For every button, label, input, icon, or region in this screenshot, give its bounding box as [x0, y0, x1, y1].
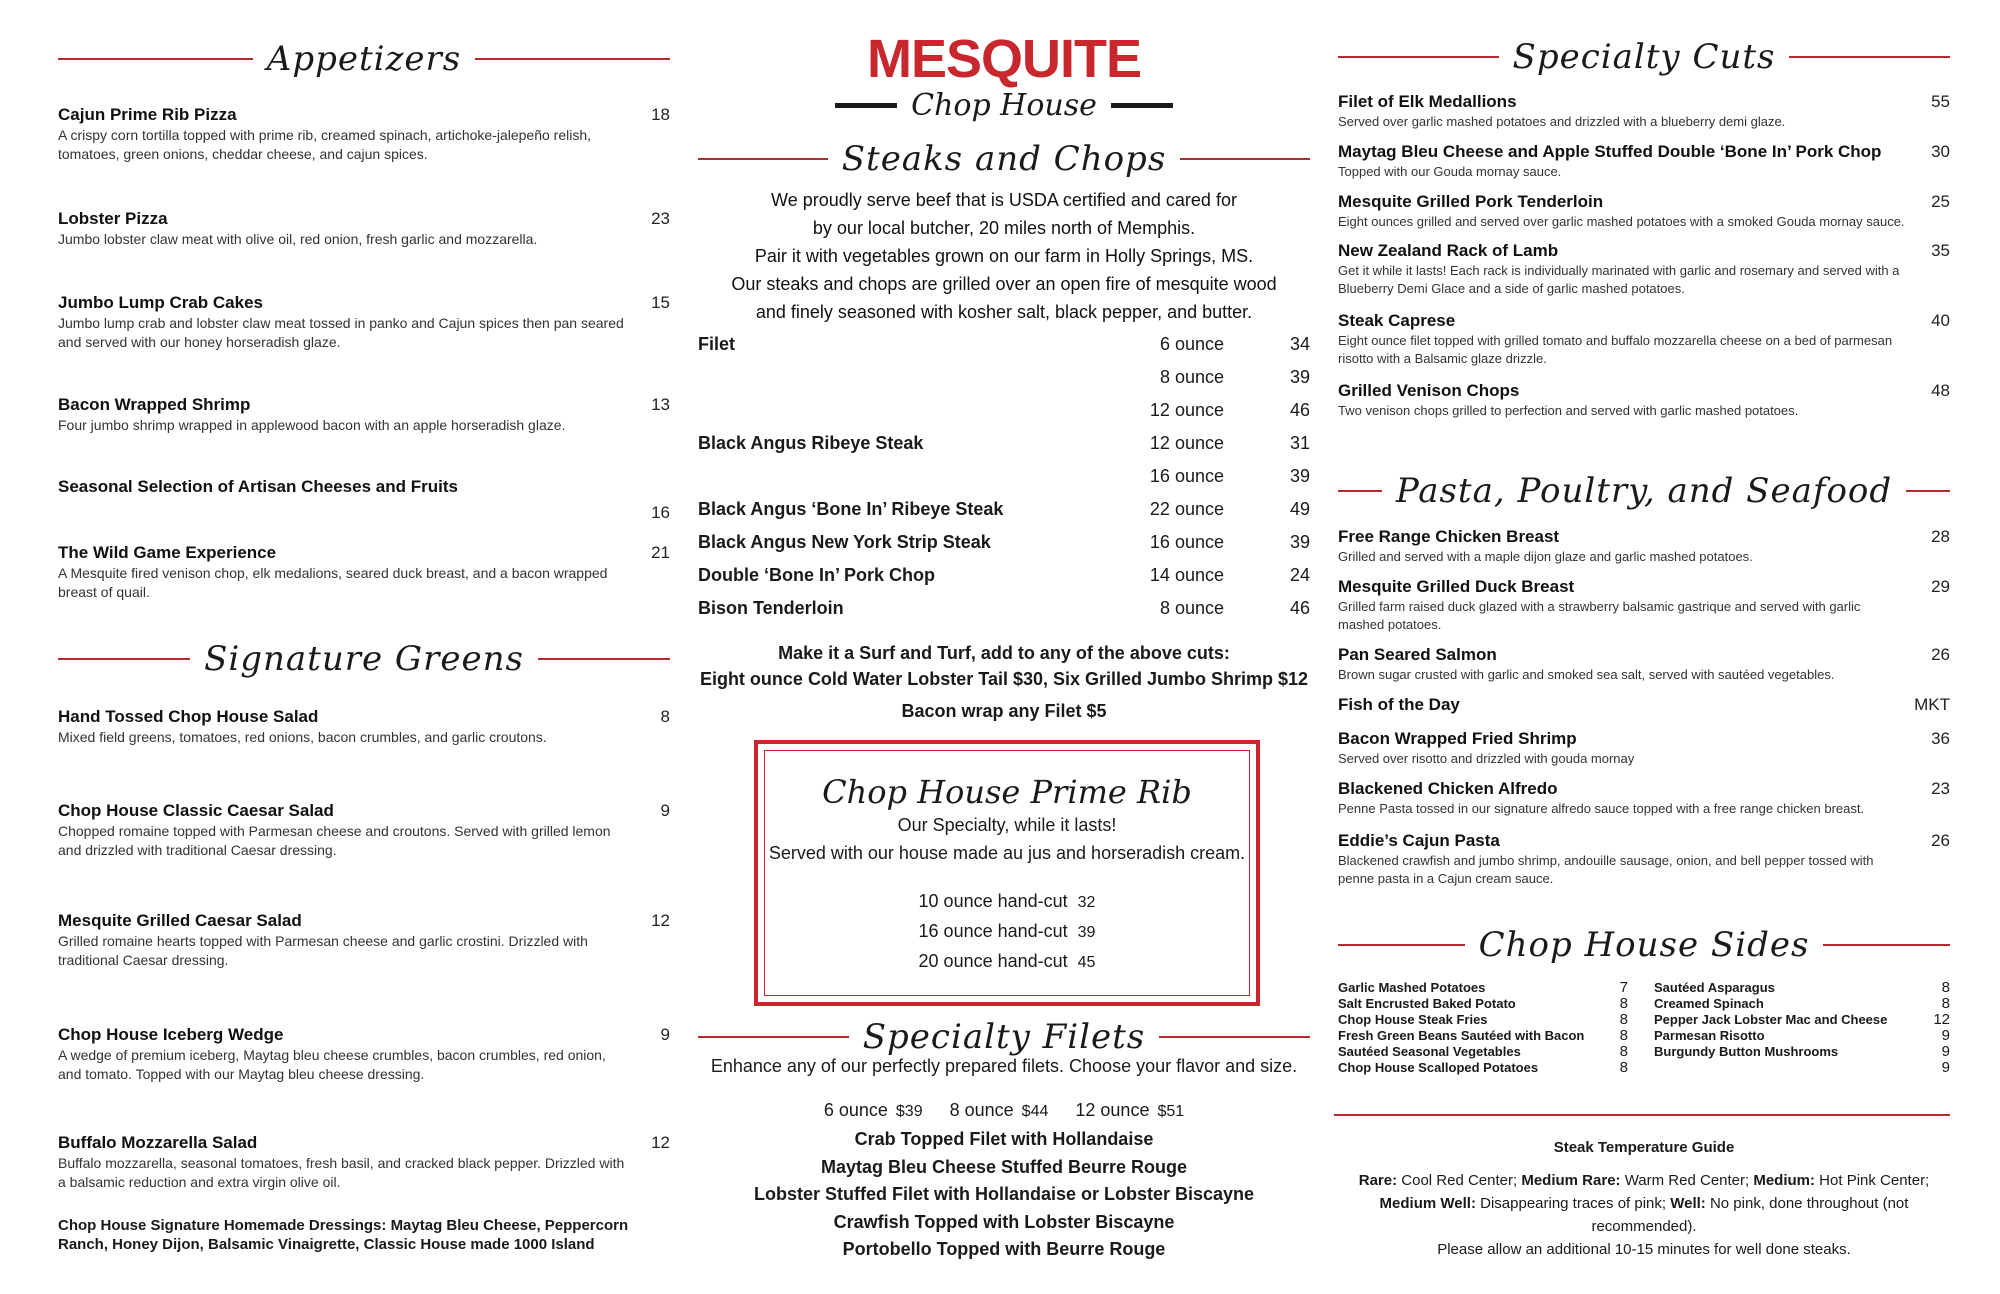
side-item: Fresh Green Beans Sautéed with Bacon 8 [1338, 1027, 1628, 1044]
filet-option: Lobster Stuffed Filet with Hollandaise or Lobster Biscayne [753, 1184, 1255, 1204]
sides-header [1338, 922, 1950, 968]
filet-sizes [698, 1100, 1310, 1121]
item-price: 21 [651, 543, 670, 562]
temp-line: Rare: Cool Red Center; Medium Rare: Warm Red Center; Medium: Hot Pink Center; [1358, 1172, 1930, 1189]
item-price: 55 [1931, 92, 1950, 111]
intro-line: by our local butcher, 20 miles north of Memphis. [812, 218, 1196, 238]
steak-row [698, 466, 1310, 496]
item-price: 8 [660, 707, 670, 726]
cuts-title: Specialty Cuts [1512, 37, 1776, 77]
logo [698, 30, 1310, 123]
item-price: 36 [1931, 729, 1950, 748]
item-name: Bacon Wrapped Fried Shrimp [1338, 729, 1577, 748]
steak-row [698, 400, 1310, 430]
menu-item [1338, 240, 1950, 298]
item-name: Steak Caprese [1338, 311, 1456, 330]
steak-price: 39 [1289, 532, 1310, 552]
filet-price: $44 [1021, 1103, 1049, 1120]
item-desc: A Mesquite fired venison chop, elk medalions, seared duck breast, and a bacon wrapped breast of quail. [58, 565, 608, 600]
item-desc: Served over risotto and drizzled with gouda mornay [1338, 751, 1635, 766]
item-name: Filet of Elk Medallions [1338, 92, 1517, 111]
steak-row [698, 367, 1310, 397]
item-desc: A crispy corn tortilla topped with prime rib, creamed spinach, artichoke-jalepeño relish, tomatoes, green onions, cheddar cheese, and cajun spices. [58, 127, 592, 162]
side-item: Pepper Jack Lobster Mac and Cheese 12 [1654, 1011, 1950, 1028]
sides-left [1338, 980, 1628, 1076]
prime-cut: 10 ounce hand-cut 32 [918, 891, 1096, 911]
prime-cut: 16 ounce hand-cut 39 [918, 921, 1096, 941]
item-name: Lobster Pizza [58, 209, 168, 228]
filets-title: Specialty Filets [862, 1017, 1146, 1057]
item-price: MKT [1914, 695, 1950, 714]
pasta-title: Pasta, Poultry, and Seafood [1395, 471, 1893, 511]
greens-header [58, 636, 670, 682]
side-item: Creamed Spinach 8 [1654, 995, 1950, 1012]
steak-name: Bison Tenderloin [698, 598, 844, 618]
item-price: 13 [651, 395, 670, 414]
item-desc: Topped with our Gouda mornay sauce. [1338, 164, 1562, 179]
steak-name: Filet [698, 334, 736, 354]
divider [475, 58, 670, 60]
item-name: Seasonal Selection of Artisan Cheeses and Fruits [58, 477, 458, 496]
temp-line: Medium Well: Disappearing traces of pink; Well: No pink, done throughout (not recommended). [1379, 1195, 1909, 1235]
prime-rib-line: Our Specialty, while it lasts! [897, 815, 1117, 835]
logo-sub [698, 88, 1310, 123]
filet-option: Portobello Topped with Beurre Rouge [842, 1239, 1166, 1259]
menu-item [1338, 778, 1950, 818]
intro-line: and finely seasoned with kosher salt, black pepper, and butter. [755, 302, 1253, 322]
item-name: Fish of the Day [1338, 695, 1460, 714]
side-item: 9 [1941, 1059, 1950, 1076]
item-name: Chop House Iceberg Wedge [58, 1025, 284, 1044]
temp-title: Steak Temperature Guide [1553, 1139, 1735, 1156]
side-item: Sautéed Seasonal Vegetables 8 [1338, 1043, 1628, 1060]
steak-size: 16 ounce [1149, 466, 1224, 486]
menu-item [58, 394, 670, 435]
steak-row [698, 334, 1310, 364]
item-price: 23 [1931, 779, 1950, 798]
steak-row [698, 499, 1310, 529]
side-item: Salt Encrusted Baked Potato 8 [1338, 995, 1628, 1012]
filet-options [698, 1126, 1310, 1264]
bacon-wrap: Bacon wrap any Filet $5 [901, 701, 1107, 721]
intro-line: Pair it with vegetables grown on our farm in Holly Springs, MS. [754, 246, 1254, 266]
menu-item [58, 1024, 670, 1084]
menu-item [1338, 830, 1950, 888]
steak-row [698, 433, 1310, 463]
steak-name: Black Angus New York Strip Steak [698, 532, 991, 552]
divider [58, 658, 190, 660]
divider [698, 1036, 849, 1038]
menu-item [58, 104, 670, 164]
steak-row [698, 565, 1310, 595]
item-price: 18 [651, 105, 670, 124]
menu-item [1338, 91, 1950, 131]
divider [538, 658, 670, 660]
menu-item [1338, 728, 1950, 768]
steak-size: 12 ounce [1149, 400, 1224, 420]
item-name: Blackened Chicken Alfredo [1338, 779, 1558, 798]
filet-size: 6 ounce [823, 1100, 888, 1120]
steak-price: 39 [1289, 367, 1310, 387]
steak-name: Black Angus ‘Bone In’ Ribeye Steak [698, 499, 1004, 519]
menu-item [1338, 380, 1950, 420]
item-name: Jumbo Lump Crab Cakes [58, 293, 263, 312]
item-name: Bacon Wrapped Shrimp [58, 395, 251, 414]
item-desc: Two venison chops grilled to perfection and served with garlic mashed potatoes. [1338, 403, 1799, 418]
steak-size: 8 ounce [1159, 598, 1224, 618]
item-price: 15 [651, 293, 670, 312]
cuts-header [1338, 34, 1950, 80]
steak-price: 31 [1289, 433, 1310, 453]
menu-item [1338, 644, 1950, 684]
item-desc: Eight ounces grilled and served over garlic mashed potatoes with a smoked Gouda mornay sauce. [1338, 214, 1905, 229]
item-price: 30 [1931, 142, 1950, 161]
prime-rib-line: Served with our house made au jus and horseradish cream. [768, 843, 1246, 863]
menu-item [58, 476, 670, 522]
divider [1338, 490, 1382, 492]
side-item: Chop House Steak Fries 8 [1338, 1011, 1628, 1028]
menu-item [58, 800, 670, 860]
filet-size: 12 ounce [1075, 1100, 1150, 1120]
item-desc: Get it while it lasts! Each rack is individually marinated with garlic and rosemary and served with a Blueberry Demi Glace and a side of garlic mashed potatoes. [1338, 263, 1900, 296]
steak-price: 34 [1289, 334, 1310, 354]
steak-name: Black Angus Ribeye Steak [698, 433, 924, 453]
steak-price: 49 [1289, 499, 1310, 519]
item-desc: Buffalo mozzarella, seasonal tomatoes, fresh basil, and cracked black pepper. Drizzled with a balsamic reduction and extra virgin olive oil. [58, 1155, 625, 1190]
divider [1159, 1036, 1310, 1038]
prime-cut: 20 ounce hand-cut 45 [918, 951, 1096, 971]
sides-title: Chop House Sides [1478, 925, 1810, 965]
item-name: Grilled Venison Chops [1338, 381, 1520, 400]
item-price: 12 [651, 1133, 670, 1152]
item-price: 48 [1931, 381, 1950, 400]
steak-size: 8 ounce [1159, 367, 1224, 387]
logo-bar [835, 103, 897, 108]
surf-line: Make it a Surf and Turf, add to any of the above cuts: [778, 643, 1230, 663]
side-item: Garlic Mashed Potatoes 7 [1338, 979, 1628, 996]
prime-rib-inner [764, 750, 1250, 996]
steak-size: 14 ounce [1149, 565, 1224, 585]
menu-item [1338, 191, 1950, 231]
menu-item [58, 910, 670, 970]
steak-price: 39 [1289, 466, 1310, 486]
steak-size: 22 ounce [1149, 499, 1224, 519]
steaks-header [698, 136, 1310, 182]
item-desc: Brown sugar crusted with garlic and smoked sea salt, served with sautéed vegetables. [1338, 667, 1835, 682]
greens-title: Signature Greens [204, 639, 524, 679]
filet-size: 8 ounce [949, 1100, 1014, 1120]
divider [58, 58, 253, 60]
divider [1906, 490, 1950, 492]
item-price: 40 [1931, 311, 1950, 330]
steak-name: Double ‘Bone In’ Pork Chop [698, 565, 936, 585]
temp-guide [1338, 1136, 1950, 1261]
item-price: 28 [1931, 527, 1950, 546]
item-price: 9 [660, 801, 670, 820]
item-desc: Grilled and served with a maple dijon glaze and garlic mashed potatoes. [1338, 549, 1753, 564]
pasta-header [1338, 468, 1950, 514]
item-desc: Grilled romaine hearts topped with Parmesan cheese and garlic crostini. Drizzled with traditional Caesar dressing. [58, 933, 588, 968]
item-desc: Jumbo lump crab and lobster claw meat tossed in panko and Cajun spices then pan seared and served with our honey horseradish glaze. [58, 315, 624, 350]
steak-size: 16 ounce [1149, 532, 1224, 552]
item-desc: Jumbo lobster claw meat with olive oil, red onion, fresh garlic and mozzarella. [58, 231, 538, 247]
filet-option: Crawfish Topped with Lobster Biscayne [833, 1211, 1175, 1232]
surf-turf [698, 640, 1310, 724]
item-name: Free Range Chicken Breast [1338, 527, 1560, 546]
item-desc: Chopped romaine topped with Parmesan cheese and croutons. Served with grilled lemon and drizzled with traditional Caesar dressing. [58, 823, 611, 858]
item-name: Mesquite Grilled Caesar Salad [58, 911, 302, 930]
item-name: Eddie’s Cajun Pasta [1338, 831, 1500, 850]
menu-item [58, 292, 670, 352]
prime-rib-box [754, 740, 1260, 1006]
item-desc: Penne Pasta tossed in our signature alfredo sauce topped with a free range chicken breast. [1338, 801, 1865, 816]
item-price: 16 [651, 503, 670, 522]
logo-bar [1111, 103, 1173, 108]
divider [1789, 56, 1950, 58]
divider [1338, 56, 1499, 58]
steaks-title: Steaks and Chops [841, 139, 1167, 179]
item-price: 26 [1931, 645, 1950, 664]
menu-item [1338, 694, 1950, 716]
item-price: 12 [651, 911, 670, 930]
steak-price: 24 [1289, 565, 1310, 585]
menu-item [58, 208, 670, 249]
item-name: Hand Tossed Chop House Salad [58, 707, 319, 726]
item-desc: Blackened crawfish and jumbo shrimp, andouille sausage, onion, and bell pepper tossed with penne pasta in a Cajun cream sauce. [1338, 853, 1874, 886]
logo-wordmark: MESQUITE [866, 29, 1142, 89]
filets-intro: Enhance any of our perfectly prepared filets. Choose your flavor and size. [710, 1056, 1298, 1076]
item-name: Mesquite Grilled Duck Breast [1338, 577, 1575, 596]
item-desc: Mixed field greens, tomatoes, red onions, bacon crumbles, and garlic croutons. [58, 729, 547, 745]
intro-line: Our steaks and chops are grilled over an open fire of mesquite wood [731, 274, 1277, 294]
item-name: The Wild Game Experience [58, 543, 277, 562]
item-name: Pan Seared Salmon [1338, 645, 1497, 664]
menu-item [1338, 576, 1950, 634]
item-name: Cajun Prime Rib Pizza [58, 105, 237, 124]
filet-option: Maytag Bleu Cheese Stuffed Beurre Rouge [820, 1156, 1188, 1177]
surf-line: Eight ounce Cold Water Lobster Tail $30, Six Grilled Jumbo Shrimp $12 [699, 669, 1309, 689]
steak-size: 12 ounce [1149, 433, 1224, 453]
filet-option: Crab Topped Filet with Hollandaise [854, 1129, 1154, 1149]
item-price: 29 [1931, 577, 1950, 596]
item-desc: Served over garlic mashed potatoes and drizzled with a blueberry demi glaze. [1338, 114, 1786, 129]
item-price: 25 [1931, 192, 1950, 211]
item-desc: Grilled farm raised duck glazed with a strawberry balsamic gastrique and served with garlic mashed potatoes. [1338, 599, 1861, 632]
divider [1180, 158, 1310, 160]
item-desc: Eight ounce filet topped with grilled tomato and buffalo mozzarella cheese on a bed of parmesan risotto with a Balsamic glaze drizzle. [1338, 333, 1893, 366]
item-price: 9 [660, 1025, 670, 1044]
menu-item [58, 542, 670, 602]
side-item: Burgundy Button Mushrooms 9 [1654, 1043, 1950, 1060]
appetizers-header [58, 36, 670, 82]
steak-row [698, 598, 1310, 628]
steaks-intro [698, 186, 1310, 326]
prime-rib-title: Chop House Prime Rib [822, 773, 1192, 811]
menu-item [58, 706, 670, 747]
item-desc: A wedge of premium iceberg, Maytag bleu cheese crumbles, bacon crumbles, red onion, and tomato. Topped with our Maytag bleu cheese dressing. [58, 1047, 606, 1082]
menu-item [1338, 310, 1950, 368]
item-desc: Four jumbo shrimp wrapped in applewood bacon with an apple horseradish glaze. [58, 417, 566, 433]
logo-sub-text: Chop House [911, 88, 1097, 123]
item-name: Chop House Classic Caesar Salad [58, 801, 334, 820]
divider [1334, 1114, 1950, 1116]
steak-price: 46 [1289, 400, 1310, 420]
appetizers-title: Appetizers [266, 39, 462, 79]
sides-right [1654, 980, 1950, 1076]
filet-price: $39 [895, 1103, 923, 1120]
steak-size: 6 ounce [1159, 334, 1224, 354]
menu-item [58, 1132, 670, 1192]
temp-note: Please allow an additional 10-15 minutes for well done steaks. [1437, 1241, 1851, 1258]
menu-item [1338, 526, 1950, 566]
item-name: Mesquite Grilled Pork Tenderloin [1338, 192, 1604, 211]
divider [1338, 944, 1465, 946]
filets-header [698, 1014, 1310, 1060]
filet-price: $51 [1157, 1103, 1185, 1120]
side-item: Chop House Scalloped Potatoes 8 [1338, 1059, 1628, 1076]
intro-line: We proudly serve beef that is USDA certified and cared for [771, 190, 1237, 210]
steak-row [698, 532, 1310, 562]
item-price: 35 [1931, 241, 1950, 260]
divider [1823, 944, 1950, 946]
side-item: Parmesan Risotto 9 [1654, 1027, 1950, 1044]
item-price: 23 [651, 209, 670, 228]
divider [698, 158, 828, 160]
dressings-note: Chop House Signature Homemade Dressings: Maytag Bleu Cheese, Peppercorn Ranch, Honey Dijon, Balsamic Vinaigrette, Classic House made 1000 Island [58, 1217, 629, 1253]
item-price: 26 [1931, 831, 1950, 850]
item-name: Maytag Bleu Cheese and Apple Stuffed Double ‘Bone In’ Pork Chop [1338, 142, 1882, 161]
item-name: New Zealand Rack of Lamb [1338, 241, 1559, 260]
side-item: Sautéed Asparagus 8 [1654, 979, 1950, 996]
item-name: Buffalo Mozzarella Salad [58, 1133, 258, 1152]
steak-price: 46 [1289, 598, 1310, 618]
menu-item [1338, 141, 1950, 181]
